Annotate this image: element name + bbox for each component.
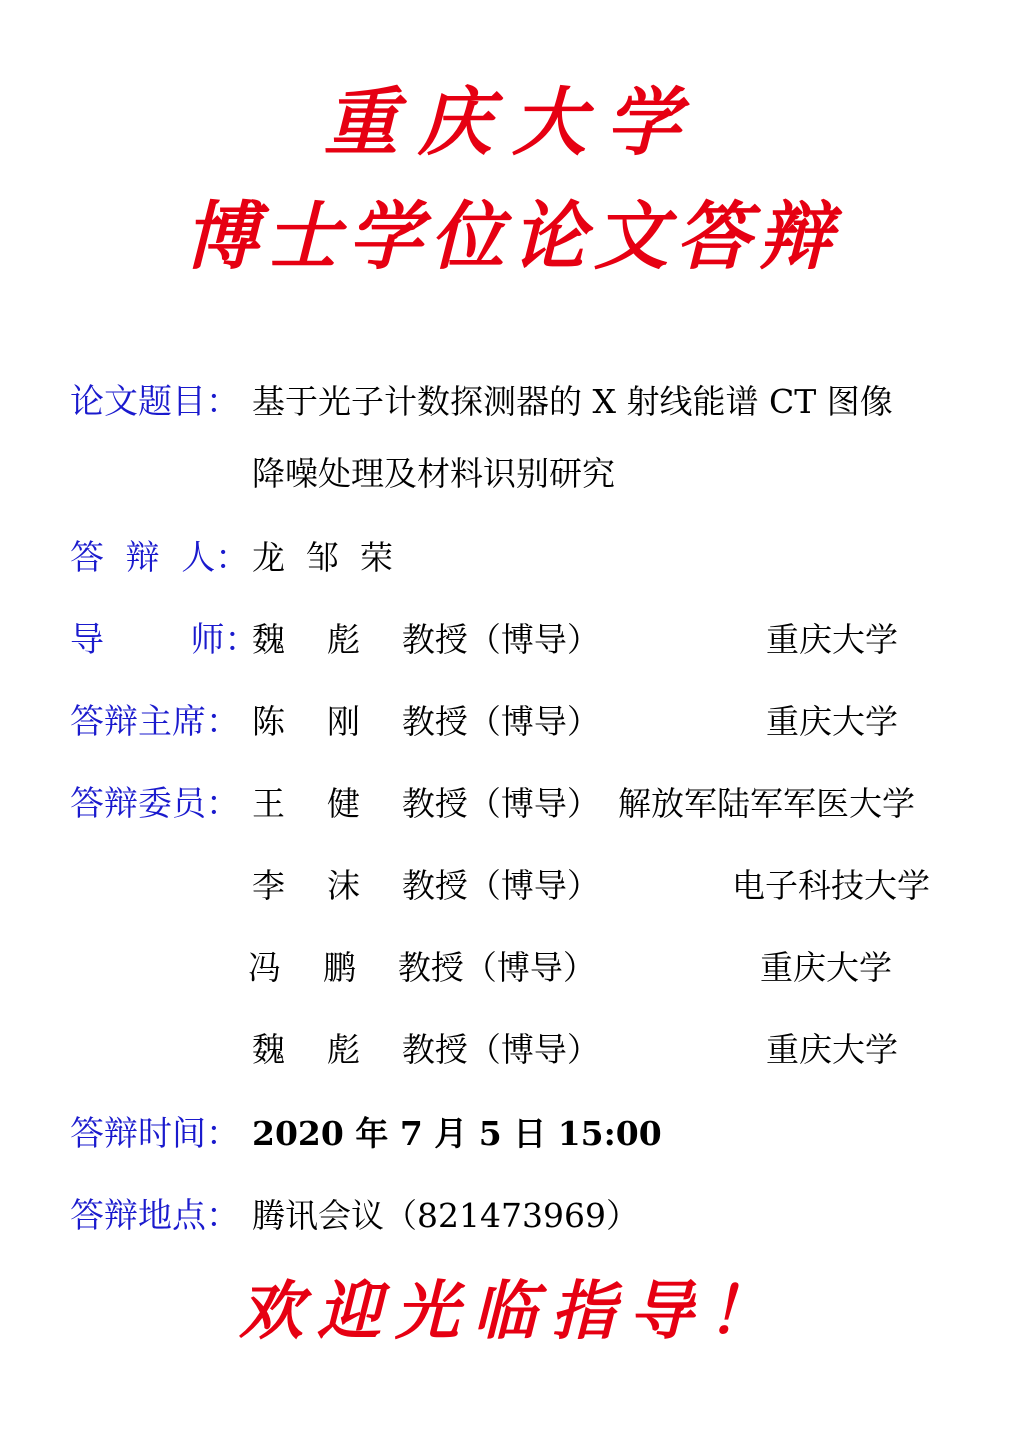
committee-member-entry: 冯 鹏 教授（博导）: [248, 948, 596, 987]
event-title: 博士学位论文答辩: [184, 194, 840, 280]
thesis-title-line1: 基于光子计数探测器的 X 射线能谱 CT 图像: [252, 382, 893, 421]
thesis-title-line2: 降噪处理及材料识别研究: [252, 454, 615, 493]
chair-entry: 陈 刚 教授（博导）: [252, 702, 600, 741]
committee-member-institution: 解放军陆军军医大学: [618, 784, 915, 823]
advisor-label: 导 师：: [70, 620, 259, 660]
committee-member-entry: 魏 彪 教授（博导）: [252, 1030, 600, 1069]
advisor-institution: 重庆大学: [766, 620, 898, 659]
respondent-label: 答 辩 人：: [70, 538, 250, 578]
chair-label: 答辩主席：: [70, 702, 240, 742]
committee-member-institution: 重庆大学: [760, 948, 892, 987]
respondent-name: 龙 邹 荣: [252, 538, 393, 577]
time-value: 2020 年 7 月 5 日 15:00: [252, 1114, 662, 1153]
chair-institution: 重庆大学: [766, 702, 898, 741]
closing-message: 欢迎光临指导！: [239, 1274, 785, 1349]
university-title: 重庆大学: [324, 80, 700, 166]
time-label: 答辩时间：: [70, 1114, 240, 1154]
committee-label: 答辩委员：: [70, 784, 240, 824]
committee-member-entry: 李 沫 教授（博导）: [252, 866, 600, 905]
thesis-label: 论文题目：: [70, 382, 240, 422]
location-label: 答辩地点：: [70, 1196, 240, 1236]
location-value: 腾讯会议（821473969）: [252, 1196, 639, 1235]
committee-member-institution: 电子科技大学: [732, 866, 930, 905]
advisor-entry: 魏 彪 教授（博导）: [252, 620, 600, 659]
committee-member-institution: 重庆大学: [766, 1030, 898, 1069]
committee-member-entry: 王 健 教授（博导）: [252, 784, 600, 823]
